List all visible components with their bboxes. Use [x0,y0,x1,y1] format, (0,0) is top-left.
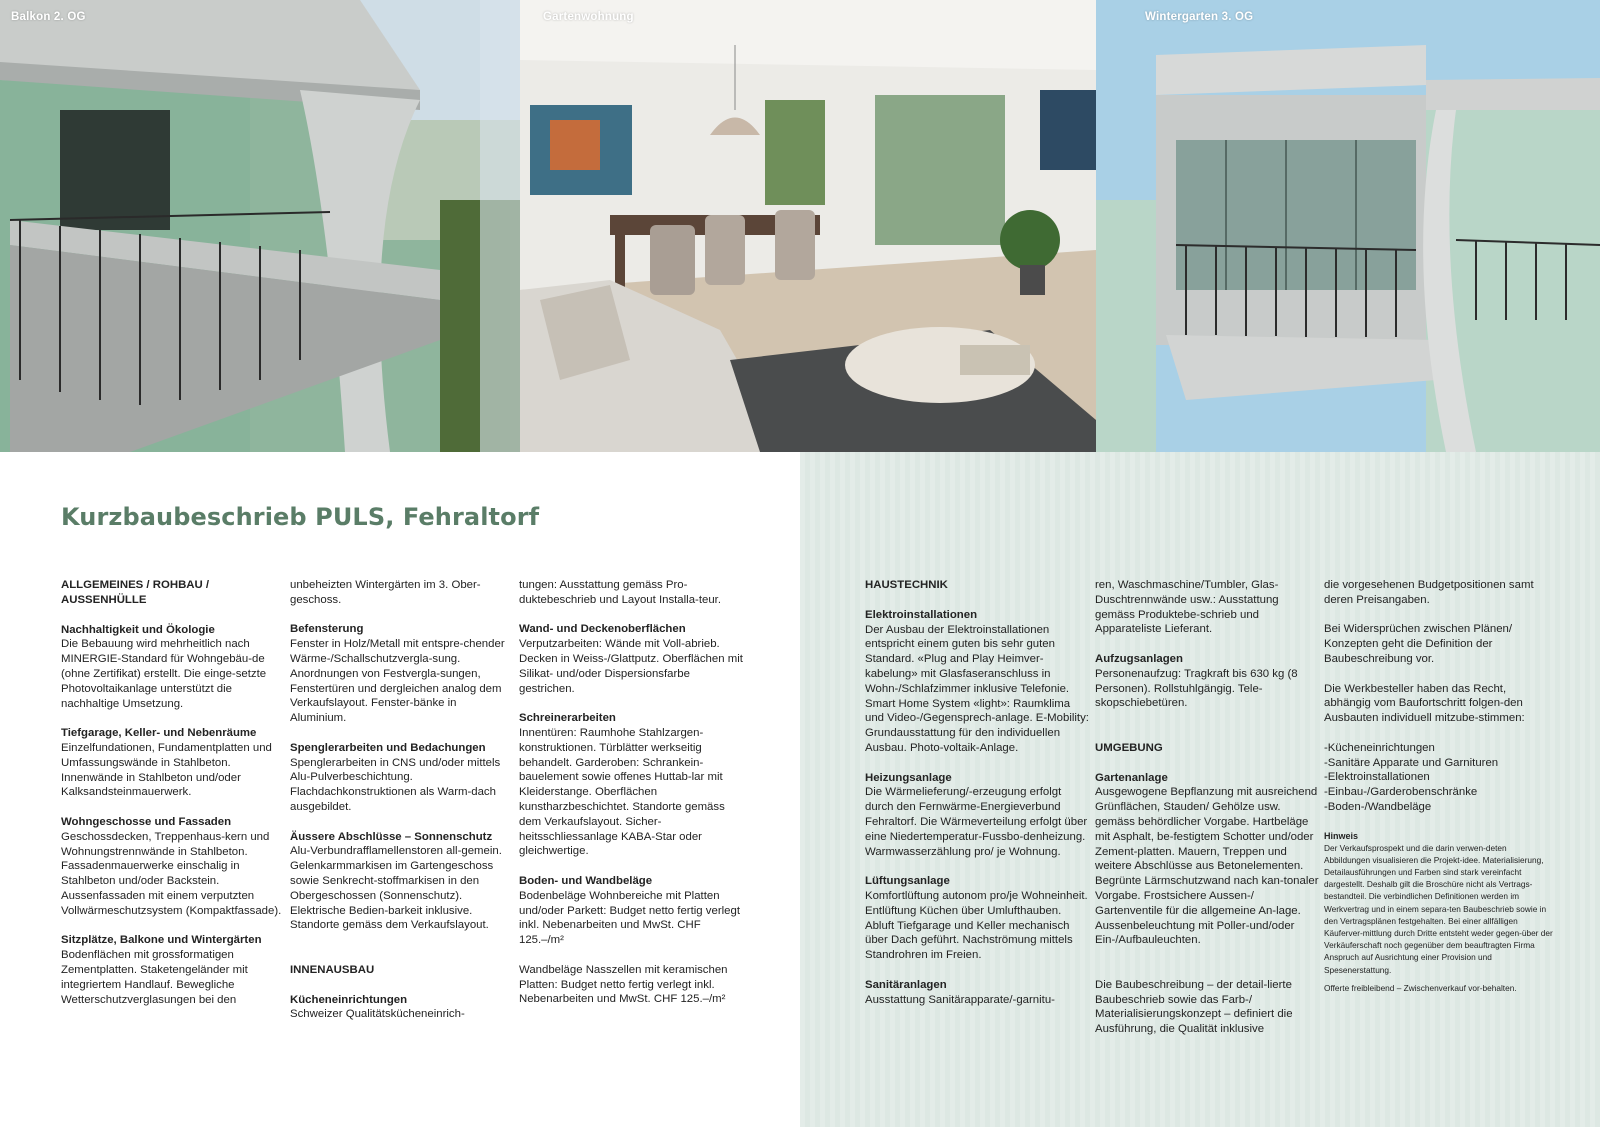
wintergarten-illustration [1096,0,1600,452]
section-heading-umgebung: UMGEBUNG [1095,741,1163,754]
text-block [519,578,743,608]
text-block [290,993,514,1023]
paragraph: Wandbeläge Nasszellen mit keramischen Platten: Budget netto fertig verlegt inkl. Nebenarbeiten und MwSt. CHF 125.–/m² [519,963,728,1006]
sub-heading: Wand- und Deckenoberflächen [519,623,686,636]
paragraph: Spenglerarbeiten in CNS und/oder mittels Alu-Pulverbeschichtung. Flachdachkonstruktionen als Warm-dach ausgebildet. [290,756,501,813]
paragraph: Die Werkbesteller haben das Recht, abhängig vom Baufortschritt folgen-den Ausbauten individuell mitzube-stimmen: [1324,682,1525,725]
text-block [1095,771,1319,949]
text-block [61,815,285,919]
sub-heading: Äussere Abschlüsse – Sonnenschutz [290,830,493,843]
text-block [865,608,1089,756]
text-block [519,963,743,1007]
page-title: Kurzbaubeschrieb PULS, Fehraltorf [61,503,540,531]
paragraph: Einzelfundationen, Fundamentplatten und Umfassungswände in Stahlbeton. Innenwände in Stahlbeton und/oder Kalksandsteinmauerwerk. [61,741,272,799]
paragraph: Verputzarbeiten: Wände mit Voll-abrieb. Decken in Weiss-/Glattputz. Oberflächen mit Silikat- und/oder Dispersionsfarbe gestrichen. [519,638,743,695]
paragraph: Schweizer Qualitätskücheneinrich- [290,1008,465,1021]
text-block [290,741,514,815]
text-block [290,578,514,608]
photo-garten [520,0,1096,452]
sub-heading: Gartenanlage [1095,771,1168,784]
balkon-illustration [0,0,520,452]
section-heading-innenausbau: INNENAUSBAU [290,963,375,976]
sub-heading: Schreinerarbeiten [519,712,616,725]
text-block [1324,578,1554,608]
sub-heading: Aufzugsanlagen [1095,652,1183,665]
sub-heading: Elektroinstallationen [865,608,978,621]
text-block [1324,682,1554,726]
sub-heading: Boden- und Wandbeläge [519,874,653,887]
photo-label-winter: Wintergarten 3. OG [1145,11,1254,23]
sub-heading: Befensterung [290,623,364,636]
text-block [1095,652,1319,711]
sub-heading: Lüftungsanlage [865,875,950,888]
sub-heading: Sitzplätze, Balkone und Wintergärten [61,934,262,947]
text-block [865,978,1089,1008]
list-item: -Einbau-/Garderobenschränke [1324,786,1478,799]
list-item: -Sanitäre Apparate und Garnituren [1324,756,1499,769]
mitbestimmung-list [1324,741,1554,815]
sub-heading: Wohngeschosse und Fassaden [61,815,232,828]
paragraph: Die Baubeschreibung – der detail-lierte Baubeschrieb sowie das Farb-/ Materialisierungskonzept – definiert die Ausführung, die Qualität inklusive [1095,978,1293,1036]
paragraph: Die Bebauung wird mehrheitlich nach MINERGIE-Standard für Wohngebäu-de (ohne Zertifikat) erstellt. Die einge-setzte Photovoltaikanlage unterstützt die nachhaltige Umsetzung. [61,638,267,710]
paragraph: Bei Widersprüchen zwischen Plänen/ Konzepten geht die Definition der Baubeschreibung vor. [1324,623,1513,665]
paragraph: tungen: Ausstattung gemäss Pro-duktebeschrieb und Layout Installa-teur. [519,579,721,606]
sub-heading: Sanitäranlagen [865,978,947,991]
column-2 [290,578,514,1037]
text-block [61,933,285,1007]
text-block [61,726,285,800]
disclaimer-text: Der Verkaufsprospekt und die darin verwen-deten Abbildungen visualisieren die Projekt-idee. Materialisierung, Detailausführungen und Farben sind stark vereinfacht dargestellt. Deshalb gilt die Broschüre nicht als Vertrags-bestandteil. Die verbindlichen Definitionen werden im Werkvertrag und in einem separa-ten Baubeschrieb sowie in den Vertragsplänen festgehalten. Bei einer allfälligen Käuferver-mittlung durch Dritte entsteht weder gegen-über der Verkäuferschaft noch gegenüber dem beauftragten Firma Anspruch auf Ausrichtung einer Provision und Spesenerstattung. [1324,842,1553,975]
garten-illustration [520,0,1096,452]
column-5 [1095,578,1319,1052]
paragraph: unbeheizten Wintergärten im 3. Ober-geschoss. [290,579,481,606]
paragraph: Personenaufzug: Tragkraft bis 630 kg (8 Personen). Rollstuhlgängig. Tele-skopschiebetüren. [1095,667,1298,710]
paragraph: Bodenbeläge Wohnbereiche mit Platten und/oder Parkett: Budget netto fertig verlegt inkl. Nebenarbeiten und MwSt. CHF 125.–/m² [519,889,740,947]
list-item: -Elektroinstallationen [1324,771,1430,784]
paragraph: Geschossdecken, Treppenhaus-kern und Wohnungstrennwände in Stahlbeton. Fassadenmauerwerke einschalig in Stahlbeton und/oder Backstein. Aussenfassaden mit einem verputzten Vollwärmeschutzsystem (Kompaktfassade). [61,830,282,917]
sub-heading: Kücheneinrichtungen [290,993,408,1006]
paragraph: Bodenflächen mit grossformatigen Zementplatten. Staketengeländer mit integriertem Handlauf. Bewegliche Wetterschutzverglasungen bei den [61,949,248,1006]
paragraph: Ausgewogene Bepflanzung mit ausreichend Grünflächen, Stauden/ Gehölze usw. gemäss behördlicher Vorgabe. Hartbeläge mit Asphalt, be-festigtem Schotter und/oder Zement-platten. Mauern, Treppen und weitere Abschlüsse aus Betonelementen. Begrünte Lärmschutzwand nach kan-tonaler Vorgabe. Frostsichere Aussen-/ Gartenventile für die allgemeine An-lage. Aussenbeleuchtung mit Poller-und/oder Ein-/Aufbauleuchten. [1095,786,1319,947]
column-1 [61,578,285,1022]
photo-balkon [0,0,520,452]
section-heading-allgemeines: ALLGEMEINES / ROHBAU / AUSSENHÜLLE [61,579,210,606]
photo-label-balkon: Balkon 2. OG [11,11,86,23]
text-block [519,711,743,859]
list-item: -Boden-/Wandbeläge [1324,800,1432,813]
offer-note: Offerte freibleibend – Zwischenverkauf vor-behalten. [1324,982,1517,993]
sub-heading: Heizungsanlage [865,771,952,784]
text-block [1324,622,1554,666]
sub-heading: Spenglerarbeiten und Bedachungen [290,741,486,754]
note-heading: Hinweis [1324,830,1359,841]
section-heading-haustechnik: HAUSTECHNIK [865,579,948,591]
list-item: -Kücheneinrichtungen [1324,741,1435,754]
paragraph: Komfortlüftung autonom pro/je Wohneinheit. Entlüftung Küchen über Umlufthauben. Abluft Tiefgarage und Keller mechanisch über Dach geführt. Nachströmung mittels Standrohren im Freien. [865,889,1088,962]
paragraph: Alu-Verbundrafflamellenstoren all-gemein. Gelenkarmmarkisen im Gartengeschoss sowie Senkrecht-stoffmarkisen in den Obergeschossen (Sonnenschutz). Elektrische Bedien-barkeit inklusive. Standorte gemäss dem Verkaufslayout. [290,845,502,932]
text-block [1095,978,1319,1037]
text-block [865,771,1089,860]
paragraph: ren, Waschmaschine/Tumbler, Glas-Duschtrennwände usw.: Ausstattung gemäss Produktebe-schrieb und Apparateliste Lieferant. [1095,579,1279,636]
photo-label-garten: Gartenwohnung [543,11,634,23]
column-3 [519,578,743,1022]
sub-heading: Tiefgarage, Keller- und Nebenräume [61,727,257,740]
text-block [865,874,1089,963]
text-block [519,622,743,696]
column-6 [1324,578,1554,994]
paragraph: die vorgesehenen Budgetpositionen samt deren Preisangaben. [1324,579,1534,606]
text-block [519,874,743,948]
paragraph: Ausstattung Sanitärapparate/-garnitu- [865,993,1055,1006]
text-block [1095,578,1319,637]
column-4 [865,578,1089,1022]
paragraph: Fenster in Holz/Metall mit entspre-chender Wärme-/Schallschutzvergla-sung. Anordnungen von Festvergla-sungen, Fenstertüren und dergleichen analog dem Verkaufslayout. Fenster-bänke in Aluminium. [290,638,505,725]
text-block [290,622,514,726]
text-block [290,830,514,934]
sub-heading: Nachhaltigkeit und Ökologie [61,623,215,636]
paragraph: Innentüren: Raumhohe Stahlzargen-konstruktionen. Türblätter werkseitig behandelt. Garderoben: Schrankein-bauelement sowie offenes Huttab-lar mit Kleiderstange. Oberflächen kunstharzbeschichtet. Standorte gemäss dem Verkaufslayout. Sicher-heitsschliessanlage KABA-Star oder gleichwertige. [519,726,725,858]
paragraph: Der Ausbau der Elektroinstallationen entspricht einem guten bis sehr guten Standard. «Plug and Play Heimver-kabelung» mit Glasfaseranschluss in Wohn-/Schlafzimmer inklusive Telefonie. Smart Home System «light»: Raumklima und Video-/Gegensprech-anlage. E-Mobility: Grundausstattung für den individuellen Ausbau. Photo-voltaik-Anlage. [865,623,1089,754]
paragraph: Die Wärmelieferung/-erzeugung erfolgt durch den Fernwärme-Energieverbund Fehraltorf. Die Wärmeverteilung erfolgt über eine Niedertemperatur-Fussbo-denheizung. Warmwasserzählung pro/ je Wohnung. [865,786,1088,858]
text-block [61,623,285,712]
photo-winter [1096,0,1600,452]
